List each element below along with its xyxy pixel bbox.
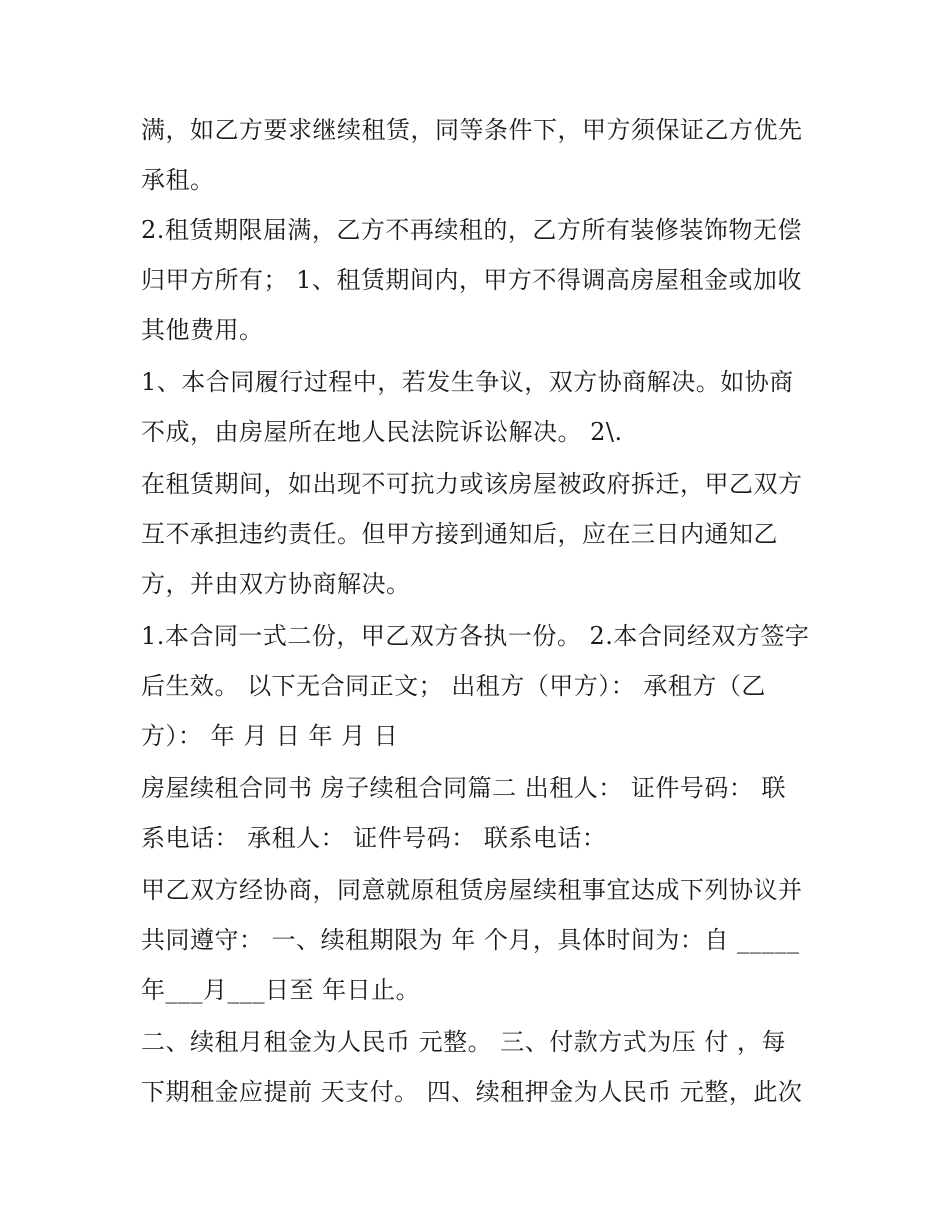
text-line: 其他费用。 (141, 316, 264, 344)
text-line: 房屋续租合同书 房子续租合同篇二 出租人： 证件号码： 联 (141, 774, 787, 802)
text-line: 在租赁期间，如出现不可抗力或该房屋被政府拆迁，甲乙双方 (141, 470, 803, 498)
text-line: 方，并由双方协商解决。 (141, 570, 411, 598)
text-line: 满，如乙方要求继续租赁，同等条件下，甲方须保证乙方优先 (141, 116, 803, 144)
text-line: 1.本合同一式二份，甲乙双方各执一份。 2.本合同经双方签字 (141, 622, 810, 650)
text-line: 二、续租月租金为人民币 元整。 三、付款方式为压 付 ，每 (141, 1028, 787, 1056)
text-line: 共同遵守： 一、续租期限为 年 个月，具体时间为：自 _____ (141, 926, 800, 954)
text-line: 方）： 年 月 日 年 月 日 (141, 722, 399, 750)
text-line: 不成，由房屋所在地人民法院诉讼解决。 2\. (141, 418, 623, 446)
text-line: 1、本合同履行过程中，若发生争议，双方协商解决。如协商 (141, 368, 794, 396)
text-line: 2.租赁期限届满，乙方不再续租的，乙方所有装修装饰物无偿 (141, 216, 802, 244)
text-line: 互不承担违约责任。但甲方接到通知后，应在三日内通知乙 (141, 520, 778, 548)
text-line: 系电话： 承租人： 证件号码： 联系电话： (141, 824, 607, 852)
text-line: 归甲方所有； 1、租赁期间内，甲方不得调高房屋租金或加收 (141, 266, 802, 294)
text-line: 甲乙双方经协商，同意就原租赁房屋续租事宜达成下列协议并 (141, 876, 803, 904)
text-line: 后生效。 以下无合同正文； 出租方（甲方）： 承租方（乙 (141, 672, 766, 700)
text-line: 下期租金应提前 天支付。 四、续租押金为人民币 元整，此次 (141, 1078, 803, 1106)
text-line: 承租。 (141, 166, 215, 194)
text-line: 年___月___日至 年日止。 (141, 976, 421, 1004)
